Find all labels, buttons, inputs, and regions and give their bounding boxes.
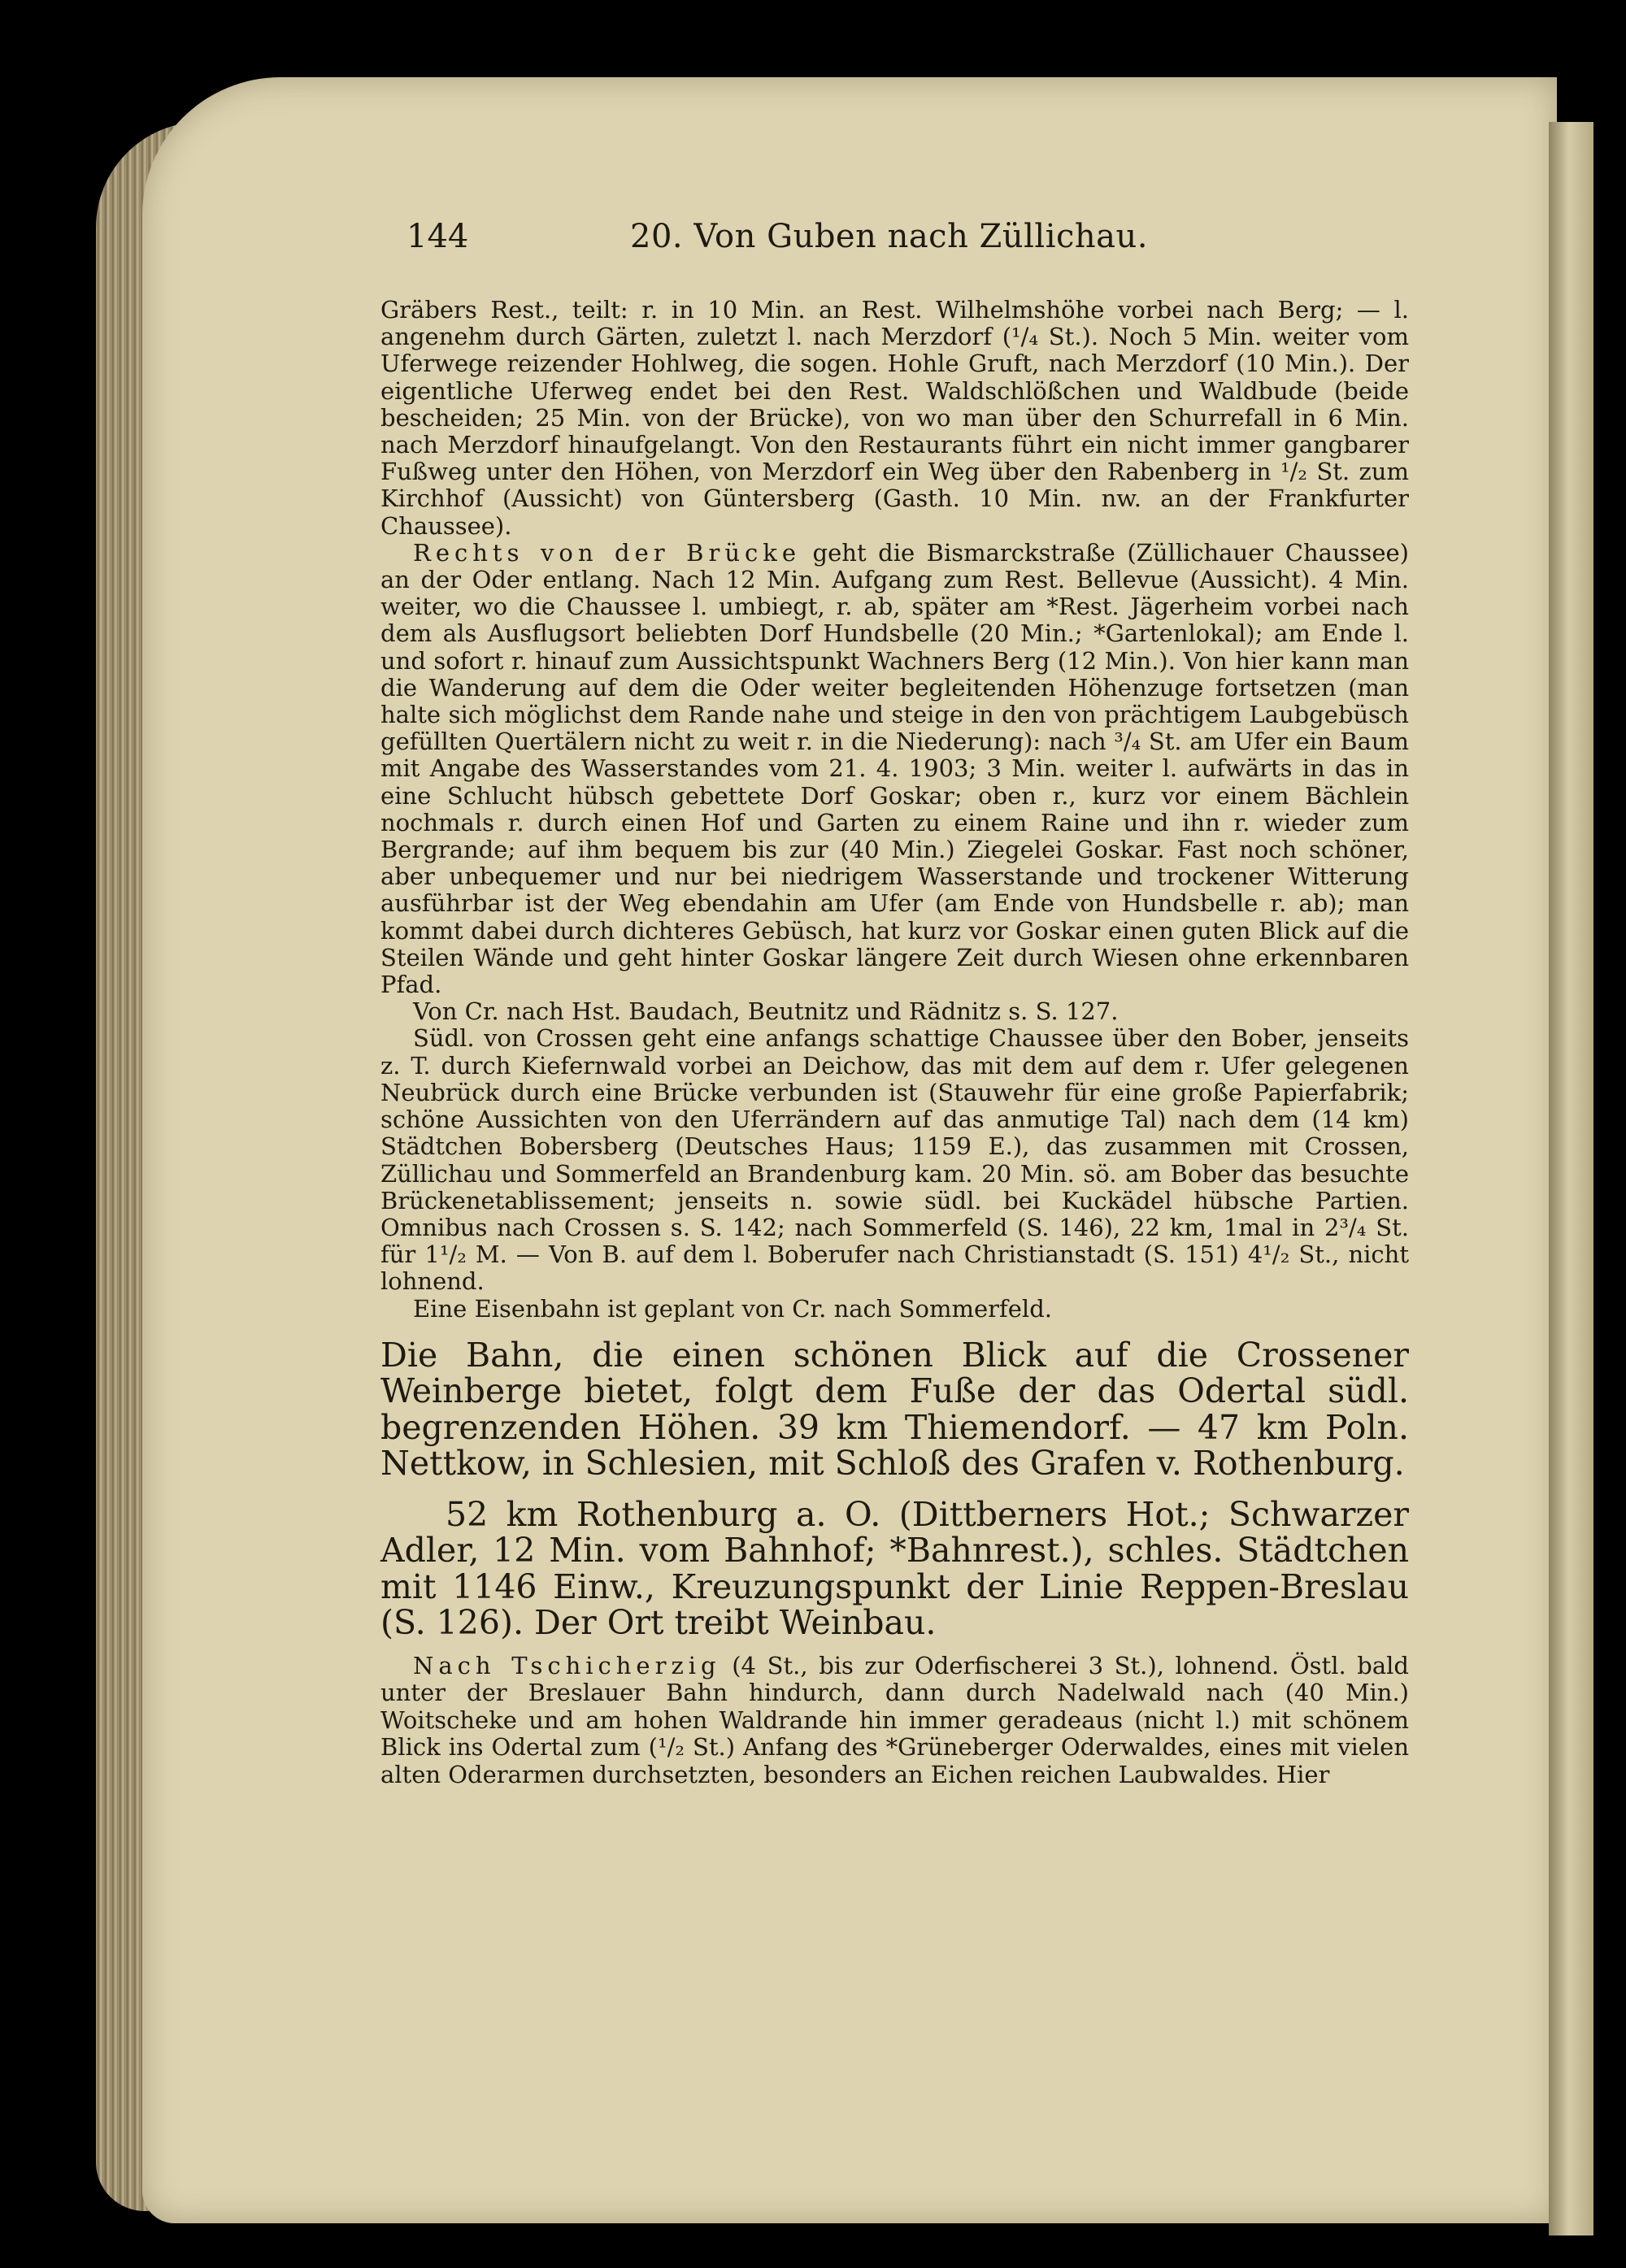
book-gutter	[1549, 122, 1593, 2235]
paragraph-eisenbahn: Eine Eisenbahn ist geplant von Cr. nach Sommerfeld.	[413, 1294, 1052, 1323]
small-print-section	[380, 297, 1409, 1323]
paragraph-suedl: Südl. von Crossen geht eine anfangs schattige Chaussee über den Bober, jenseits z. T. durch Kiefernwald vorbei an Deichow, das mit dem auf dem r. Ufer gelegenen Neubrück durch eine Brücke verbunden ist (Stauwehr für eine große Papierfabrik; schöne Aussichten von den Uferrändern auf das anmutige Tal) nach dem (14 km) Städtchen Bobersberg (Deutsches Haus; 1159 E.), das zusammen mit Crossen, Züllichau und Sommerfeld an Brandenburg kam. 20 Min. sö. am Bober das besuchte Brückenetablissement; jenseits n. sowie südl. bei Kuckädel hübsche Partien. Omnibus nach Crossen s. S. 142; nach Sommerfeld (S. 146), 22 km, 1mal in 2³/₄ St. für 1¹/₂ M. — Von B. auf dem l. Boberufer nach Christianstadt (S. 151) 4¹/₂ St., nicht lohnend.	[380, 1024, 1409, 1296]
large-print-section	[380, 1337, 1409, 1641]
paragraph-graebers: Gräbers Rest., teilt: r. in 10 Min. an Rest. Wilhelmshöhe vorbei nach Berg; — l. angenehm durch Gärten, zuletzt l. nach Merzdorf (¹/₄ St.). Noch 5 Min. weiter vom Uferwege reizender Hohlweg, die sogen. Hohle Gruft, nach Merzdorf (10 Min.). Der eigentliche Uferweg endet bei den Rest. Waldschlößchen und Waldbude (beide bescheiden; 25 Min. von der Brücke), von wo man über den Schurrefall in 6 Min. nach Merzdorf hinaufgelangt. Von den Restaurants führt ein nicht immer gangbarer Fußweg unter den Höhen, von Merzdorf ein Weg über den Rabenberg in ¹/₂ St. zum Kirchhof (Aussicht) von Güntersberg (Gasth. 10 Min. nw. an der Frankfurter Chaussee).	[380, 296, 1409, 540]
small-print-section-2	[380, 1653, 1409, 1789]
paragraph-von-cr: Von Cr. nach Hst. Baudach, Beutnitz und Rädnitz s. S. 127.	[413, 997, 1119, 1026]
page-body	[380, 297, 1409, 1788]
paragraph-rechts-text: geht die Bismarckstraße (Züllichauer Chaussee) an der Oder entlang. Nach 12 Min. Aufgang zum Rest. Bellevue (Aussicht). 4 Min. weiter, wo die Chaussee l. umbiegt, r. ab, später am *Rest. Jägerheim vorbei nach dem als Ausflugsort beliebten Dorf Hundsbelle (20 Min.; *Gartenlokal); am Ende l. und sofort r. hinauf zum Aussichtspunkt Wachners Berg (12 Min.). Von hier kann man die Wanderung auf dem die Oder weiter begleitenden Höhenzuge fortsetzen (man halte sich möglichst dem Rande nahe und steige in den von prächtigem Laubgebüsch gefüllten Quertälern nicht zu weit r. in die Niederung): nach ³/₄ St. am Ufer ein Baum mit Angabe des Wasserstandes vom 21. 4. 1903; 3 Min. weiter l. aufwärts in das in eine Schlucht hübsch gebettete Dorf Goskar; oben r., kurz vor einem Bächlein nochmals r. durch einen Hof und Garten zu einem Raine und ihn r. wieder zum Bergrande; auf ihm bequem bis zur (40 Min.) Ziegelei Goskar. Fast noch schöner, aber unbequemer und nur bei niedrigem Wasserstande und trockener Witterung ausführbar ist der Weg ebendahin am Ufer (am Ende von Hundsbelle r. ab); man kommt dabei durch dichteres Gebüsch, hat kurz vor Goskar einen guten Blick auf die Steilen Wände und geht hinter Goskar längere Zeit durch Wiesen ohne erkennbaren Pfad.	[380, 538, 1409, 999]
paragraph-tschicherzig-lead: Nach Tschicherzig	[413, 1651, 721, 1679]
paragraph-rothenburg: 52 km Rothenburg a. O. (Dittberners Hot.; Schwarzer Adler, 12 Min. vom Bahnhof; *Bahnrest.), schles. Städtchen mit 1146 Einw., Kreuzungspunkt der Linie Reppen-Breslau (S. 126). Der Ort treibt Weinbau.	[380, 1494, 1409, 1643]
paragraph-rechts-lead: Rechts von der Brücke	[413, 538, 801, 567]
paragraph-tschicherzig-text: (4 St., bis zur Oderfischerei 3 St.), lohnend. Östl. bald unter der Breslauer Bahn hindurch, dann durch Nadelwald nach (40 Min.) Woitscheke und am hohen Waldrande hin immer geradeaus (nicht l.) mit schönem Blick ins Odertal zum (¹/₂ St.) Anfang des *Grüneberger Oderwaldes, eines mit vielen alten Oderarmen durchsetzten, besonders an Eichen reichen Laubwaldes. Hier	[380, 1651, 1409, 1788]
page-number: 144	[406, 218, 469, 255]
running-title: 20. Von Guben nach Züllichau.	[630, 218, 1148, 255]
paragraph-rechts	[380, 540, 1409, 998]
paragraph-tschicherzig	[380, 1653, 1409, 1789]
page-header	[406, 218, 1301, 267]
paragraph-bahn: Die Bahn, die einen schönen Blick auf die Crossener Weinberge bietet, folgt dem Fuße der das Odertal südl. begrenzenden Höhen. 39 km Thiemendorf. — 47 km Poln. Nettkow, in Schlesien, mit Schloß des Grafen v. Rothenburg.	[380, 1335, 1409, 1484]
